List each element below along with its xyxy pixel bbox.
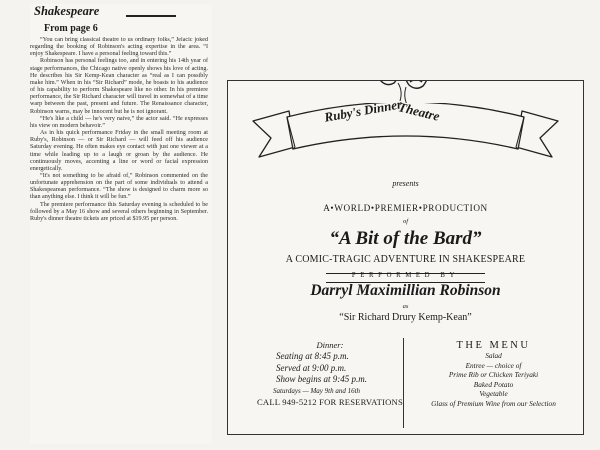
menu-item: Entree — choice of (465, 360, 522, 370)
show-dates: Saturdays — May 9th and 16th (273, 387, 361, 395)
banner-theatre: Theatre (396, 99, 442, 124)
as-text: as (402, 303, 409, 310)
dinner-theatre-ad (227, 80, 584, 435)
show-time: Show begins at 9:45 p.m. (276, 373, 367, 384)
clipping-body (30, 37, 208, 441)
menu-item: Baked Potato (473, 379, 514, 389)
reservations-phone: CALL 949-5212 FOR RESERVATIONS (257, 397, 403, 407)
menu-item: Glass of Premium Wine from our Selection (431, 398, 556, 408)
dinner-schedule (260, 340, 400, 385)
menu-item: Vegetable (479, 389, 508, 399)
presents-text: presents (392, 179, 419, 188)
clipping-heading: Shakespeare (34, 4, 100, 18)
role-name: “Sir Richard Drury Kemp-Kean” (339, 312, 472, 323)
newspaper-clipping (30, 4, 212, 444)
paragraph: The premiere performance this Saturday evening is scheduled to be followed by a May 16 show and several others beginning in September. Ruby's dinner theatre tickets are priced at $19.95 per person. (30, 201, 208, 222)
paragraph: “You can bring classical theatre to us ordinary folks,” Jelacic joked regarding the booking of Robinson's acting expertise in the area. “I enjoy Shakespeare. I have a personal feeling toward this.” (30, 37, 208, 58)
heading-rule (126, 15, 176, 17)
world-premiere-line: A•WORLD•PREMIER•PRODUCTION (323, 203, 488, 213)
actor-name: Darryl Maximillian Robinson (310, 282, 501, 299)
paragraph: As in his quick performance Friday in the small meeting room at Ruby's, Robinson — or Sir Richard — will feed off his audience Saturday evening. He often makes eye contact with just one viewer at a time while leading up to a laugh or groan by the audience. He continuously moves, accenting a line or word or facial expression energetically. (30, 130, 208, 172)
of-text: of (402, 218, 409, 225)
menu-item: Prime Rib or Chicken Teriyaki (448, 370, 539, 380)
menu-title: THE MENU (456, 340, 531, 351)
menu-section (404, 340, 583, 409)
seating-time: Seating at 8:45 p.m. (276, 351, 349, 362)
show-subtitle: A COMIC-TRAGIC ADVENTURE IN SHAKESPEARE (285, 254, 526, 265)
banner-text (320, 96, 450, 147)
paragraph: “It's not something to be afraid of,” Robinson commented on the unfortunate apprehension on the part of some individuals to attend a Shakespearean performance. “The show is designed to charm more so than anything else. I think it will be fun.” (30, 172, 208, 201)
banner-name: Ruby's Dinner (323, 96, 404, 125)
menu-item: Salad (485, 351, 502, 360)
dinner-label: Dinner: (316, 340, 344, 350)
paragraph: “He's like a child — he's very naive,” the actor said. “He expresses his view on modern behavoir.” (30, 115, 208, 129)
paragraph: Robinson has personal feelings too, and in entering his 14th year of stage performances, the Chicago native openly shows his love of acting. He describes his Sir Kemp-Kean character as “real as I can possibly make him.” When in his “Sir Richard” mode, he boasts to his audience of his capability to perform Shakespeare like no other. In his premiere performance, the Sir Richard character will travel in somewhat of a time warp between the past, present and future. The Renaissance character, Robinson warns, may be innocent but he is not ignorant. (30, 58, 208, 115)
served-time: Served at 9:00 p.m. (276, 362, 347, 373)
performed-by: PERFORMED BY (351, 272, 460, 279)
show-title: “A Bit of the Bard” (329, 228, 482, 249)
continued-from: From page 6 (44, 23, 98, 34)
